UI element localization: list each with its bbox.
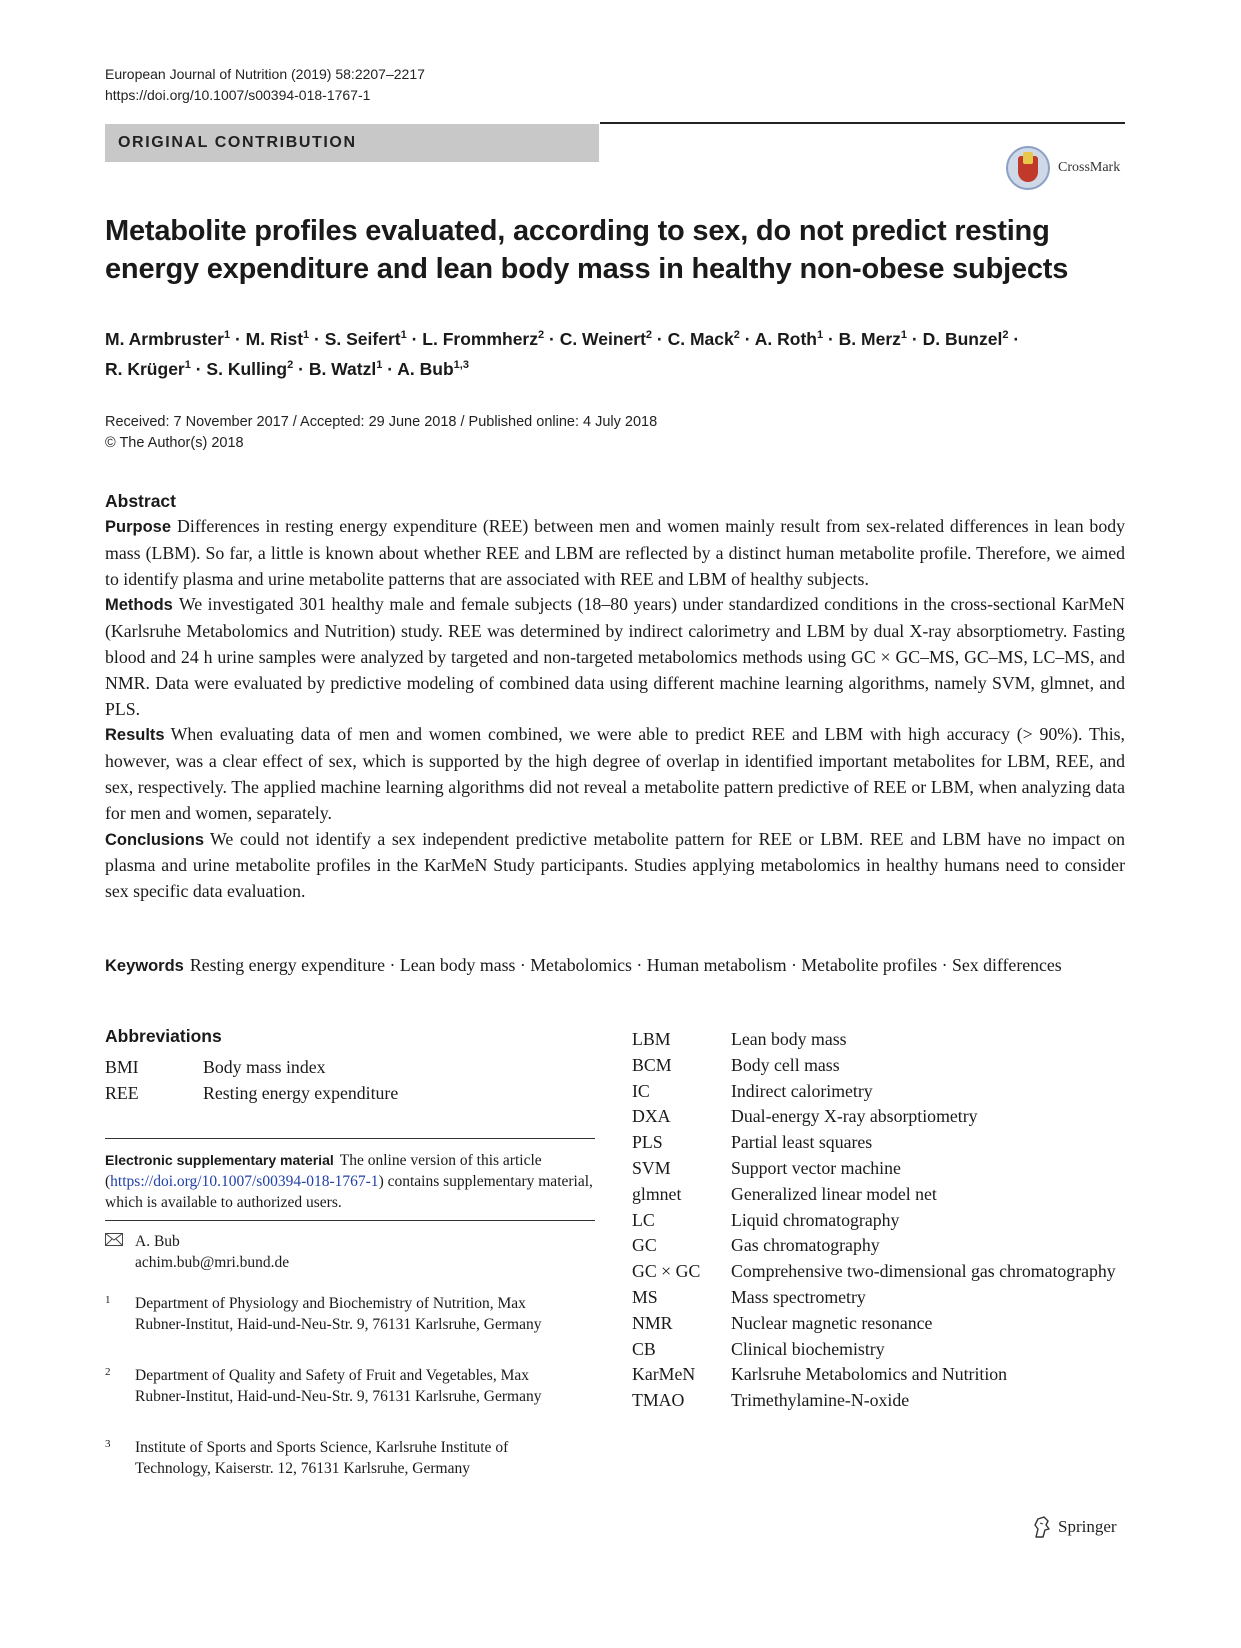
conclusions-label: Conclusions <box>105 830 205 849</box>
abbreviations-right <box>632 1027 1132 1414</box>
methods-text: We investigated 301 healthy male and female subjects (18–80 years) under standardized conditions in the cross-sectional KarMeN (Karlsruhe Metabolomics and Nutrition) study. REE was determined by indirect calorimetry and LBM by dual X-ray absorptiometry. Fasting blood and 24 h urine samples were analyzed by targeted and non-targeted metabolomics methods using GC × GC–MS, GC–MS, LC–MS, and NMR. Data were evaluated by predictive modeling of combined data using different machine learning algorithms, namely SVM, glmnet, and PLS. <box>105 594 1125 719</box>
keywords-text: Resting energy expenditure · Lean body mass · Metabolomics · Human metabolism · Metabolite profiles · Sex differences <box>189 955 1062 975</box>
author <box>755 329 823 349</box>
affiliation-text: Department of Quality and Safety of Fruit and Vegetables, Max Rubner-Institut, Haid-und-Neu-Str. 9, 76131 Karlsruhe, Germany <box>135 1367 542 1405</box>
abbreviation-row <box>105 1080 585 1106</box>
abbreviation-row <box>105 1054 585 1080</box>
abbreviation-row <box>632 1311 1132 1337</box>
supplementary-text-end: ) contains supplementary material, which is available to authorized users. <box>105 1173 593 1211</box>
author-name: L. Frommherz <box>422 328 538 349</box>
author <box>560 329 652 349</box>
publisher-logo <box>1032 1515 1152 1545</box>
author <box>309 359 383 379</box>
author-separator: · <box>190 358 207 379</box>
author <box>206 359 293 379</box>
author-affiliation-mark: 1 <box>223 329 231 341</box>
abbreviation-definition: Trimethylamine-N-oxide <box>731 1390 910 1411</box>
author-affiliation-mark: 1 <box>400 329 407 341</box>
supplementary-note <box>105 1150 595 1213</box>
abbreviation-row <box>632 1388 1132 1414</box>
abstract-heading: Abstract <box>105 491 176 511</box>
methods-label: Methods <box>105 596 173 615</box>
abstract-body <box>105 514 1125 905</box>
author-name: R. Krüger <box>105 358 185 379</box>
abbreviation-term: BMI <box>105 1057 139 1077</box>
abbreviation-term: REE <box>105 1083 139 1103</box>
abbreviation-row <box>632 1104 1132 1130</box>
author-affiliation-mark: 2 <box>538 329 545 341</box>
copyright-notice: © The Author(s) 2018 <box>105 435 244 451</box>
purpose-label: Purpose <box>105 518 172 536</box>
abbreviation-definition: Clinical biochemistry <box>731 1338 885 1359</box>
supplementary-link[interactable]: https://doi.org/10.1007/s00394-018-1767-1 <box>110 1173 379 1190</box>
abbreviation-row <box>632 1182 1132 1208</box>
abbreviation-row <box>632 1285 1132 1311</box>
abbreviation-term: BCM <box>632 1054 672 1075</box>
author-affiliation-mark: 1,3 <box>453 358 469 371</box>
abbreviation-definition: Indirect calorimetry <box>731 1080 873 1101</box>
abbreviation-term: NMR <box>632 1312 673 1333</box>
abbreviation-term: CB <box>632 1338 656 1359</box>
author-separator: · <box>293 358 309 379</box>
abbreviation-term: SVM <box>632 1157 671 1178</box>
footnote-divider <box>105 1138 595 1139</box>
affiliation-1 <box>105 1293 575 1357</box>
abbreviation-row <box>632 1208 1132 1234</box>
author-separator: · <box>406 328 423 349</box>
article-doi[interactable]: https://doi.org/10.1007/s00394-018-1767-1 <box>105 87 371 103</box>
crossmark-icon <box>1006 146 1050 190</box>
author-affiliation-mark: 2 <box>287 358 294 371</box>
springer-horse-icon <box>1032 1515 1052 1539</box>
abbreviations-left <box>105 1054 585 1106</box>
author <box>668 329 740 349</box>
author-name: S. Kulling <box>206 358 288 379</box>
affiliation-3 <box>105 1437 575 1481</box>
abbreviation-row <box>632 1233 1132 1259</box>
keywords-label: Keywords <box>105 957 184 975</box>
header-rule <box>600 122 1125 124</box>
author-line-2 <box>105 352 1125 382</box>
abbreviation-definition: Gas chromatography <box>731 1235 880 1256</box>
author-separator: · <box>907 328 923 349</box>
author-separator: · <box>823 328 839 349</box>
section-banner <box>105 124 599 162</box>
abbreviation-definition: Support vector machine <box>731 1157 901 1178</box>
abstract-conclusions <box>105 827 1125 905</box>
abbreviation-definition: Resting energy expenditure <box>203 1083 399 1103</box>
author <box>325 329 407 349</box>
publisher-name: Springer <box>1058 1517 1117 1536</box>
affiliation-text: Department of Physiology and Biochemistry of Nutrition, Max Rubner-Institut, Haid-und-Neu-Str. 9, 76131 Karlsruhe, Germany <box>135 1295 542 1333</box>
purpose-text: Differences in resting energy expenditure (REE) between men and women mainly result from sex-related differences in lean body mass (LBM). So far, a little is known about whether REE and LBM are reflected by a distinct human metabolite profile. Therefore, we aimed to identify plasma and urine metabolite patterns that are associated with REE and LBM of healthy subjects. <box>105 516 1125 589</box>
author-separator: · <box>309 328 325 349</box>
abbreviation-row <box>632 1079 1132 1105</box>
author <box>246 329 310 349</box>
abbreviation-term: DXA <box>632 1106 671 1127</box>
abbreviation-row <box>632 1337 1132 1363</box>
footnote-divider <box>105 1220 595 1221</box>
abbreviation-row <box>632 1027 1132 1053</box>
author <box>105 329 230 349</box>
journal-citation: European Journal of Nutrition (2019) 58:2207–2217 <box>105 66 425 82</box>
envelope-icon <box>105 1233 123 1246</box>
keywords <box>105 953 1125 980</box>
author-affiliation-mark: 1 <box>816 329 824 341</box>
supplementary-text: The online version of this article ( <box>105 1152 542 1190</box>
author-affiliation-mark: 1 <box>376 358 383 371</box>
abbreviation-definition: Lean body mass <box>731 1029 847 1049</box>
conclusions-text: We could not identify a sex independent predictive metabolite pattern for REE or LBM. REE and LBM have no impact on plasma and urine metabolite profiles in the KarMeN Study participants. Studies applying metabolomics in healthy humans need to consider sex specific data evaluation. <box>105 828 1125 902</box>
author-name: M. Rist <box>245 328 304 349</box>
abbreviation-definition: Body mass index <box>203 1057 326 1077</box>
abbreviation-term: PLS <box>632 1132 663 1153</box>
author-affiliation-mark: 2 <box>1002 329 1009 341</box>
results-label: Results <box>105 726 165 745</box>
author-name: B. Watzl <box>308 358 377 379</box>
results-text: When evaluating data of men and women combined, we were able to predict REE and LBM with high accuracy (> 90%). This, however, was a clear effect of sex, which is supported by the high degree of overlap in identified important metabolites for LBM, REE, and sex, respectively. The applied machine learning algorithms did not reveal a metabolite pattern predictive of REE or LBM, when analyzing data for men and women, separately. <box>105 724 1125 823</box>
abbreviation-definition: Nuclear magnetic resonance <box>731 1312 933 1333</box>
abbreviation-term: LC <box>632 1209 655 1230</box>
affiliation-number: 2 <box>105 1366 111 1378</box>
abbreviation-row <box>632 1053 1132 1079</box>
author-separator: · <box>544 328 560 349</box>
author-affiliation-mark: 1 <box>303 329 310 341</box>
abbreviation-definition: Body cell mass <box>731 1054 840 1075</box>
author-separator: · <box>230 328 246 349</box>
abbreviation-term: MS <box>632 1286 658 1307</box>
affiliation-number: 3 <box>105 1438 111 1450</box>
supplementary-label: Electronic supplementary material <box>105 1152 334 1168</box>
affiliation-text: Institute of Sports and Sports Science, Karlsruhe Institute of Technology, Kaiserstr. 12, 76131 Karlsruhe, Germany <box>135 1439 509 1477</box>
abstract-purpose <box>105 514 1125 592</box>
abbreviation-definition: Generalized linear model net <box>731 1183 937 1204</box>
abbreviation-row <box>632 1130 1132 1156</box>
abbreviation-term: IC <box>632 1080 650 1101</box>
author-name: C. Weinert <box>559 328 646 349</box>
author <box>839 329 907 349</box>
author-name: C. Mack <box>667 328 734 349</box>
abbreviation-row <box>632 1362 1132 1388</box>
affiliation-number: 1 <box>105 1294 111 1306</box>
abbreviation-term: GC × GC <box>632 1261 701 1282</box>
crossmark-label: CrossMark <box>1058 160 1121 175</box>
corresponding-author: A. Bub <box>135 1233 180 1250</box>
abbreviation-definition: Comprehensive two-dimensional gas chromatography <box>731 1261 1116 1282</box>
author-affiliation-mark: 1 <box>900 329 908 341</box>
article-dates <box>105 412 657 454</box>
correspondence <box>105 1231 595 1275</box>
abstract-methods <box>105 592 1125 722</box>
author-name: D. Bunzel <box>922 328 1003 349</box>
abbreviation-row <box>632 1156 1132 1182</box>
abbreviation-definition: Mass spectrometry <box>731 1286 866 1307</box>
author <box>923 329 1009 349</box>
abbreviations-heading: Abbreviations <box>105 1026 222 1046</box>
author-name: A. Bub <box>397 358 454 379</box>
abbreviation-term: glmnet <box>632 1183 682 1204</box>
abbreviation-definition: Partial least squares <box>731 1132 873 1153</box>
author-affiliation-mark: 2 <box>645 329 653 341</box>
author-list <box>105 322 1125 382</box>
author <box>397 359 469 379</box>
affiliation-2 <box>105 1365 575 1429</box>
author-separator: · <box>1008 328 1020 349</box>
abbreviation-definition: Karlsruhe Metabolomics and Nutrition <box>731 1364 1008 1385</box>
author-affiliation-mark: 1 <box>184 358 191 371</box>
abbreviation-definition: Liquid chromatography <box>731 1209 900 1230</box>
abbreviation-definition: Dual-energy X-ray absorptiometry <box>731 1106 978 1127</box>
abbreviation-term: TMAO <box>632 1390 685 1411</box>
abstract-results <box>105 722 1125 826</box>
abbreviation-term: KarMeN <box>632 1364 696 1385</box>
author <box>105 359 191 379</box>
abbreviation-row <box>632 1259 1132 1285</box>
author-separator: · <box>739 328 755 349</box>
crossmark-badge[interactable] <box>1006 146 1206 196</box>
author-line-1 <box>105 322 1125 352</box>
article-title: Metabolite profiles evaluated, according to sex, do not predict resting energy expenditure and lean body mass in healthy non-obese subjects <box>105 215 1069 285</box>
author-name: A. Roth <box>754 328 817 349</box>
author-name: M. Armbruster <box>105 328 224 349</box>
author-name: S. Seifert <box>324 328 401 349</box>
section-label: ORIGINAL CONTRIBUTION <box>118 134 357 151</box>
abbreviation-term: LBM <box>632 1029 671 1049</box>
abbreviation-term: GC <box>632 1235 657 1256</box>
author-separator: · <box>652 328 668 349</box>
author-name: B. Merz <box>838 328 901 349</box>
corresponding-email[interactable]: achim.bub@mri.bund.de <box>135 1254 290 1271</box>
author-affiliation-mark: 2 <box>733 329 740 341</box>
author-separator: · <box>382 358 398 379</box>
author <box>422 329 544 349</box>
publication-dates: Received: 7 November 2017 / Accepted: 29 June 2018 / Published online: 4 July 2018 <box>105 414 658 430</box>
